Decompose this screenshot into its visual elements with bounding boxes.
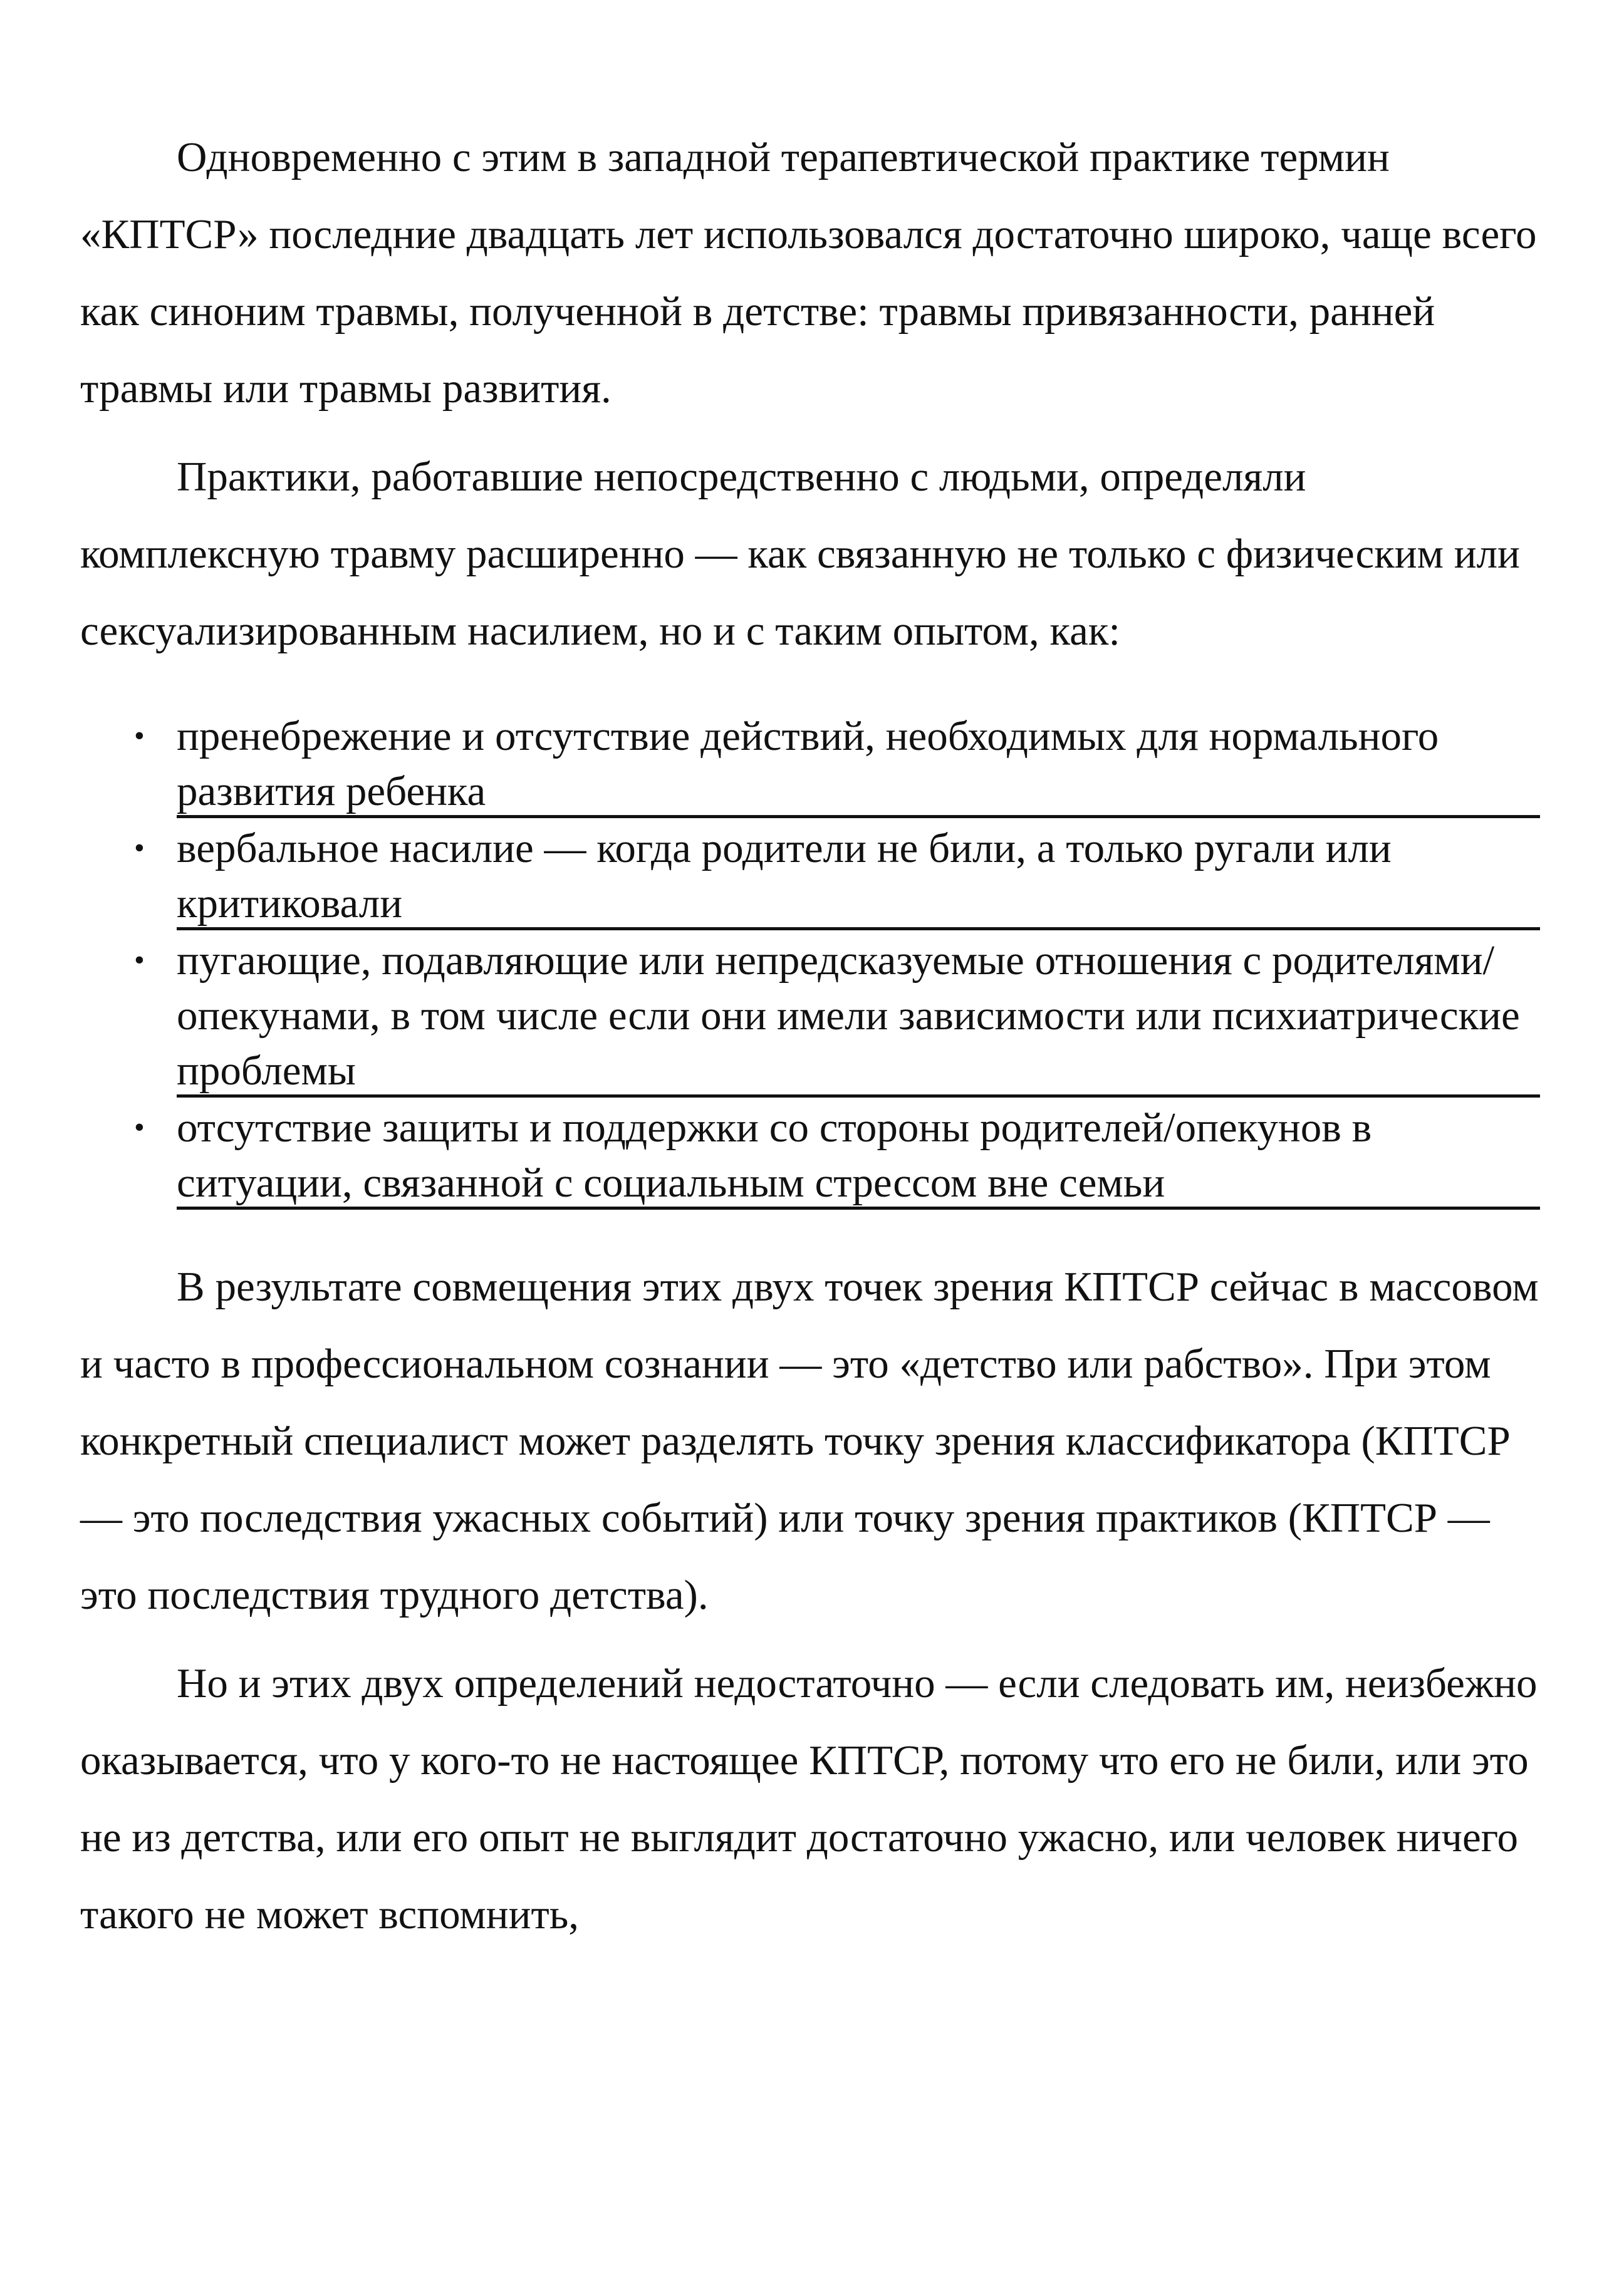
list-item-text: вербальное насилие — когда родители не били, а только ругали или критиковали	[177, 825, 1392, 927]
paragraph: Практики, работавшие непосредственно с людьми, определяли комплексную травму расширенно — как связанную не только с физическим или сексуализированным насилием, но и с таким опытом, как:	[80, 454, 1520, 654]
paragraph: Но и этих двух определений недостаточно — если следовать им, неизбежно оказывается, что у кого-то не настоящее КПТСР, потому что его не били, или это не из детства, или его опыт не выглядит достаточно ужасно, или человек ничего такого не может вспомнить,	[80, 1660, 1538, 1938]
list-item	[80, 1100, 1540, 1210]
bullet-icon: •	[134, 719, 145, 752]
bullet-list	[80, 709, 1553, 1210]
paragraph: В результате совмещения этих двух точек зрения КПТСР сейчас в массовом и часто в профессиональном сознании — это «детство или рабство». При этом конкретный специалист может разделять точку зрения классификатора (КПТСР — это последствия ужасных событий) или точку зрения практиков (КПТСР — это последствия трудного детства).	[80, 1264, 1539, 1618]
document-page	[80, 119, 1553, 1953]
paragraph: Одновременно с этим в западной терапевтической практике термин «КПТСР» последние двадцать лет использовался достаточно широко, чаще всего как синоним травмы, полученной в детстве: травмы привязанности, ранней травмы или травмы развития.	[80, 134, 1537, 412]
bullet-icon: •	[134, 1111, 145, 1144]
list-item-text: пренебрежение и отсутствие действий, необходимых для нормального развития ребенка	[177, 713, 1439, 814]
underline-divider	[177, 1094, 1540, 1098]
list-item-text: пугающие, подавляющие или непредсказуемые отношения с родителями/опекунами, в том числе если они имели зависимости или психиатрические проблемы	[177, 937, 1520, 1094]
bullet-icon: •	[134, 831, 145, 865]
list-item-text: отсутствие защиты и поддержки со стороны родителей/опекунов в ситуации, связанной с социальным стрессом вне семьи	[177, 1104, 1372, 1206]
list-item	[80, 933, 1540, 1098]
list-item	[80, 709, 1540, 818]
bullet-icon: •	[134, 943, 145, 977]
list-item	[80, 821, 1540, 930]
